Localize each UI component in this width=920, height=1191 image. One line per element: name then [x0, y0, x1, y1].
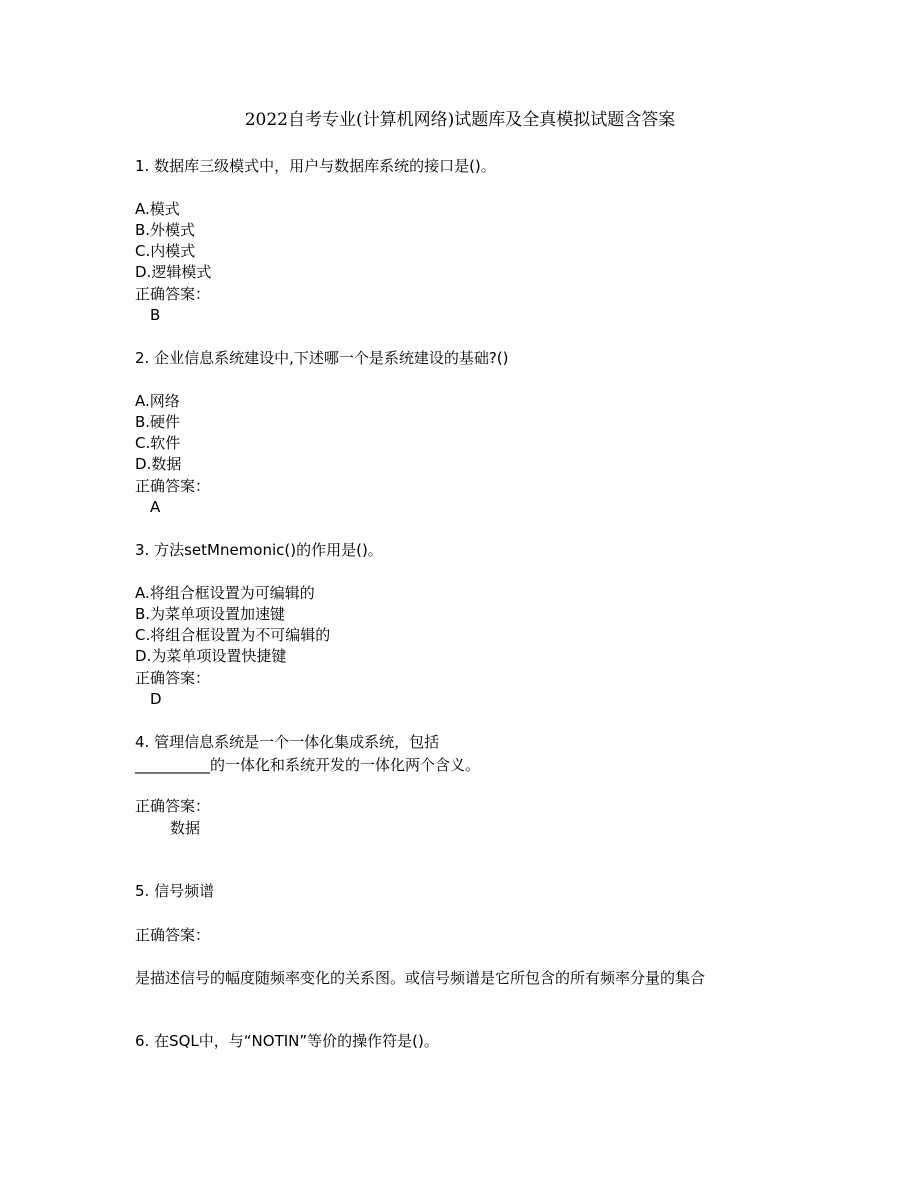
question-2-answer-label: 正确答案： [135, 477, 211, 495]
question-1-answer: B [150, 306, 161, 324]
question-3-option-a: A.将组合框设置为可编辑的 [135, 584, 315, 602]
question-4-answer: 数据 [170, 819, 201, 837]
question-1-option-a: A.模式 [135, 200, 180, 218]
question-1-option-c: C.内模式 [135, 242, 196, 260]
question-2-option-c: C.软件 [135, 434, 181, 452]
question-3-option-d: D.为菜单项设置快捷键 [135, 647, 287, 665]
question-5-stem: 5. 信号频谱 [135, 882, 215, 900]
question-4-answer-label: 正确答案： [135, 797, 211, 815]
document-title: 2022自考专业(计算机网络)试题库及全真模拟试题含答案 [244, 110, 676, 130]
question-2-option-d: D.数据 [135, 455, 182, 473]
question-3-answer: D [150, 690, 162, 708]
question-1-option-b: B.外模式 [135, 221, 196, 239]
question-2-option-a: A.网络 [135, 392, 180, 410]
question-3-option-b: B.为菜单项设置加速键 [135, 605, 286, 623]
question-3-stem: 3. 方法setMnemonic()的作用是()。 [135, 541, 383, 559]
question-4-stem-line2: __________的一体化和系统开发的一体化两个含义。 [135, 756, 481, 774]
question-5-answer-label: 正确答案： [135, 926, 211, 944]
question-4-stem: 4. 管理信息系统是一个一体化集成系统，包括 [135, 733, 440, 751]
question-1-answer-label: 正确答案： [135, 285, 211, 303]
question-1-stem: 1. 数据库三级模式中，用户与数据库系统的接口是()。 [135, 157, 496, 175]
question-1-option-d: D.逻辑模式 [135, 263, 212, 281]
question-2-stem: 2. 企业信息系统建设中,下述哪一个是系统建设的基础?() [135, 349, 509, 367]
question-2-answer: A [150, 498, 161, 516]
question-5-answer: 是描述信号的幅度随频率变化的关系图。或信号频谱是它所包含的所有频率分量的集合 [135, 969, 706, 987]
question-3-option-c: C.将组合框设置为不可编辑的 [135, 626, 331, 644]
question-6-stem: 6. 在SQL中，与“NOTIN”等价的操作符是()。 [135, 1032, 439, 1050]
question-3-answer-label: 正确答案： [135, 669, 211, 687]
question-2-option-b: B.硬件 [135, 413, 181, 431]
